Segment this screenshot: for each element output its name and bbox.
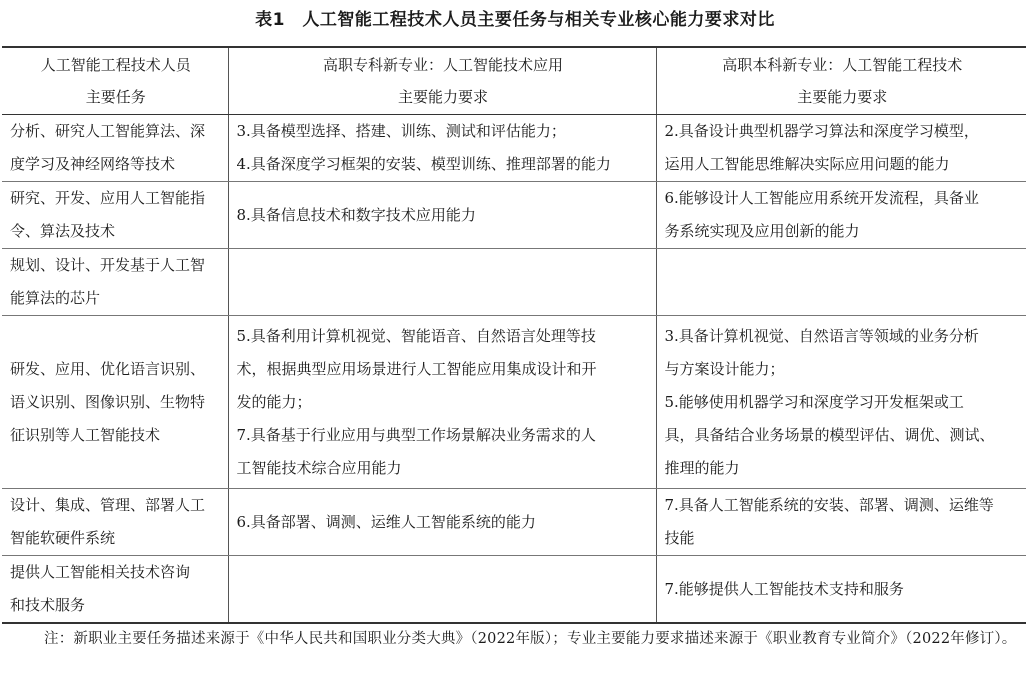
cell-text-line: 发的能力；: [236, 392, 312, 411]
table-header-row: [2, 47, 1026, 115]
undergrad-requirement-cell: [656, 316, 1026, 489]
task-cell: [2, 556, 228, 624]
vocational-requirement-cell: [228, 182, 656, 249]
cell-text-line: 7.具备人工智能系统的安装、部署、调测、运维等: [664, 496, 994, 514]
cell-text-line: 运用人工智能思维解决实际应用问题的能力: [664, 155, 950, 173]
cell-text-line: 能算法的芯片: [10, 289, 101, 307]
table-row: [2, 489, 1026, 556]
cell-text-line: 7.能够提供人工智能技术支持和服务: [664, 579, 904, 598]
task-cell: [2, 249, 228, 316]
undergrad-requirement-cell: [656, 182, 1026, 249]
cell-text-line: 推理的能力: [664, 458, 740, 477]
cell-text-line: 4.具备深度学习框架的安装、模型训练、推理部署的能力: [236, 155, 611, 173]
cell-text-line: 分析、研究人工智能算法、深: [10, 122, 206, 140]
vocational-requirement-cell: [228, 115, 656, 182]
undergrad-requirement-cell: [656, 489, 1026, 556]
task-cell: [2, 489, 228, 556]
cell-text-line: 度学习及神经网络等技术: [10, 155, 176, 173]
table-row: [2, 182, 1026, 249]
cell-text-line: 务系统实现及应用创新的能力: [664, 222, 860, 240]
cell-text-line: 与方案设计能力；: [664, 359, 785, 378]
cell-text-line: 令、算法及技术: [10, 222, 116, 240]
task-cell: [2, 182, 228, 249]
vocational-requirement-cell: [228, 489, 656, 556]
comparison-table: [2, 46, 1026, 624]
vocational-requirement-cell: [228, 316, 656, 489]
cell-text-line: 研发、应用、优化语言识别、: [10, 359, 206, 378]
cell-text-line: 术，根据典型应用场景进行人工智能应用集成设计和开: [236, 359, 597, 378]
undergrad-requirement-cell: [656, 115, 1026, 182]
cell-text-line: 技能: [664, 529, 695, 547]
cell-text-line: 语义识别、图像识别、生物特: [10, 392, 206, 411]
undergrad-requirement-cell: [656, 249, 1026, 316]
table-row: [2, 316, 1026, 489]
cell-text-line: 2.具备设计典型机器学习算法和深度学习模型，: [664, 122, 979, 140]
undergrad-requirement-cell: [656, 556, 1026, 624]
cell-text-line: 研究、开发、应用人工智能指: [10, 189, 206, 207]
vocational-requirement-cell: [228, 249, 656, 316]
cell-text-line: 提供人工智能相关技术咨询: [10, 563, 191, 581]
header-vocational-program: 高职专科新专业：人工智能技术应用 主要能力要求: [228, 47, 656, 115]
header-tasks: 人工智能工程技术人员 主要任务: [2, 47, 228, 115]
table-row: [2, 115, 1026, 182]
cell-text-line: 和技术服务: [10, 596, 86, 614]
cell-text-line: 8.具备信息技术和数字技术应用能力: [236, 205, 476, 224]
cell-text-line: 5.能够使用机器学习和深度学习开发框架或工: [664, 392, 964, 411]
cell-text-line: 智能软硬件系统: [10, 529, 116, 547]
cell-text-line: 工智能技术综合应用能力: [236, 458, 402, 477]
task-cell: [2, 316, 228, 489]
table-row: [2, 556, 1026, 624]
cell-text-line: 7.具备基于行业应用与典型工作场景解决业务需求的人: [236, 425, 596, 444]
cell-text-line: 5.具备利用计算机视觉、智能语音、自然语言处理等技: [236, 326, 596, 345]
cell-text-line: 3.具备模型选择、搭建、训练、测试和评估能力；: [236, 122, 566, 140]
cell-text-line: 设计、集成、管理、部署人工: [10, 496, 206, 514]
cell-text-line: 6.具备部署、调测、运维人工智能系统的能力: [236, 512, 536, 531]
header-undergraduate-program: 高职本科新专业：人工智能工程技术 主要能力要求: [656, 47, 1026, 115]
table-title: 表1 人工智能工程技术人员主要任务与相关专业核心能力要求对比: [255, 10, 775, 30]
cell-text-line: 6.能够设计人工智能应用系统开发流程，具备业: [664, 189, 979, 207]
table-note: 注：新职业主要任务描述来源于《中华人民共和国职业分类大典》（2022年版）；专业主要能力要求描述来源于《职业教育专业简介》（2022年修订）。: [44, 631, 1017, 647]
task-cell: [2, 115, 228, 182]
cell-text-line: 征识别等人工智能技术: [10, 425, 161, 444]
cell-text-line: 3.具备计算机视觉、自然语言等领域的业务分析: [664, 326, 979, 345]
table-row: [2, 249, 1026, 316]
cell-text-line: 具，具备结合业务场景的模型评估、调优、测试、: [664, 425, 995, 444]
cell-text-line: 规划、设计、开发基于人工智: [10, 256, 206, 274]
vocational-requirement-cell: [228, 556, 656, 624]
